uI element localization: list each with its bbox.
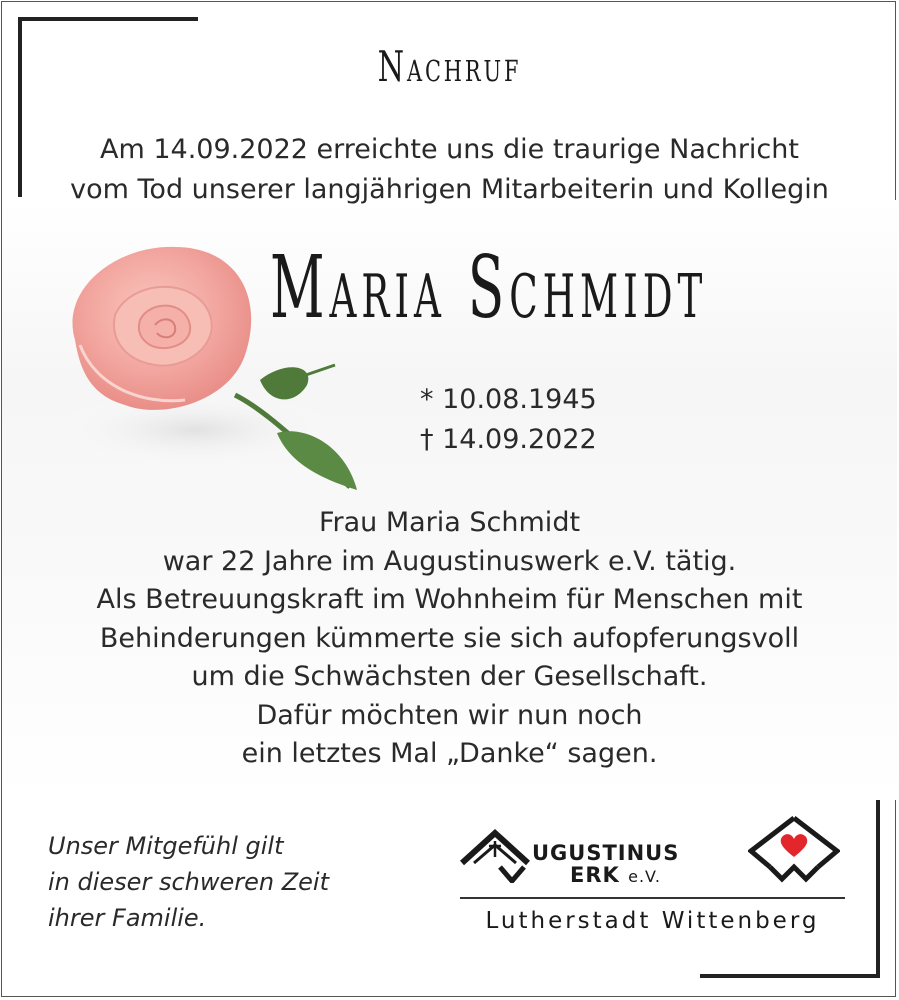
logo-name-word: ERK [570,863,620,887]
tribute-line: Als Betreuungskraft im Wohnheim für Menschen mit [96,584,803,615]
intro-line: vom Tod unserer langjährigen Mitarbeiterin und Kollegin [70,174,829,205]
birth-date: * 10.08.1945 [420,384,597,415]
death-date: † 14.09.2022 [420,424,597,455]
logo-city: Lutherstadt Wittenberg [485,908,820,934]
tribute-text [0,504,899,774]
life-dates [420,380,620,460]
intro-text [0,130,899,210]
logo-divider [460,897,845,899]
logo-suffix: e.V. [628,867,662,886]
tribute-line: um die Schwächsten der Gesellschaft. [191,661,708,692]
tribute-line: Dafür möchten wir nun noch [256,699,643,731]
notice-heading: Nachruf [377,42,522,91]
intro-line: Am 14.09.2022 erreichte uns die traurige Nachricht [100,134,799,165]
augustinus-a-icon [460,823,530,883]
deceased-name: Maria Schmidt [270,238,708,338]
organization-logo [460,815,845,940]
logo-name-line2 [570,863,661,887]
sympathy-text [48,828,428,936]
tribute-line: ein letztes Mal „Danke“ sagen. [241,738,658,769]
corner-bracket-top-left [18,17,198,21]
tribute-line: Frau Maria Schmidt [318,507,581,538]
sympathy-line: ihrer Familie. [48,904,207,932]
corner-bracket-bottom-right-vertical [876,800,880,978]
sympathy-line: Unser Mitgefühl gilt [48,832,284,860]
tribute-line: Behinderungen kümmerte sie sich aufopferungsvoll [99,622,800,654]
logo-name-line1: UGUSTINUS [532,841,680,865]
corner-bracket-bottom-right [700,974,880,978]
tribute-line: war 22 Jahre im Augustinuswerk e.V. tätig. [162,545,737,577]
sympathy-line: in dieser schweren Zeit [48,868,330,896]
heart-diamond-icon [748,815,840,885]
